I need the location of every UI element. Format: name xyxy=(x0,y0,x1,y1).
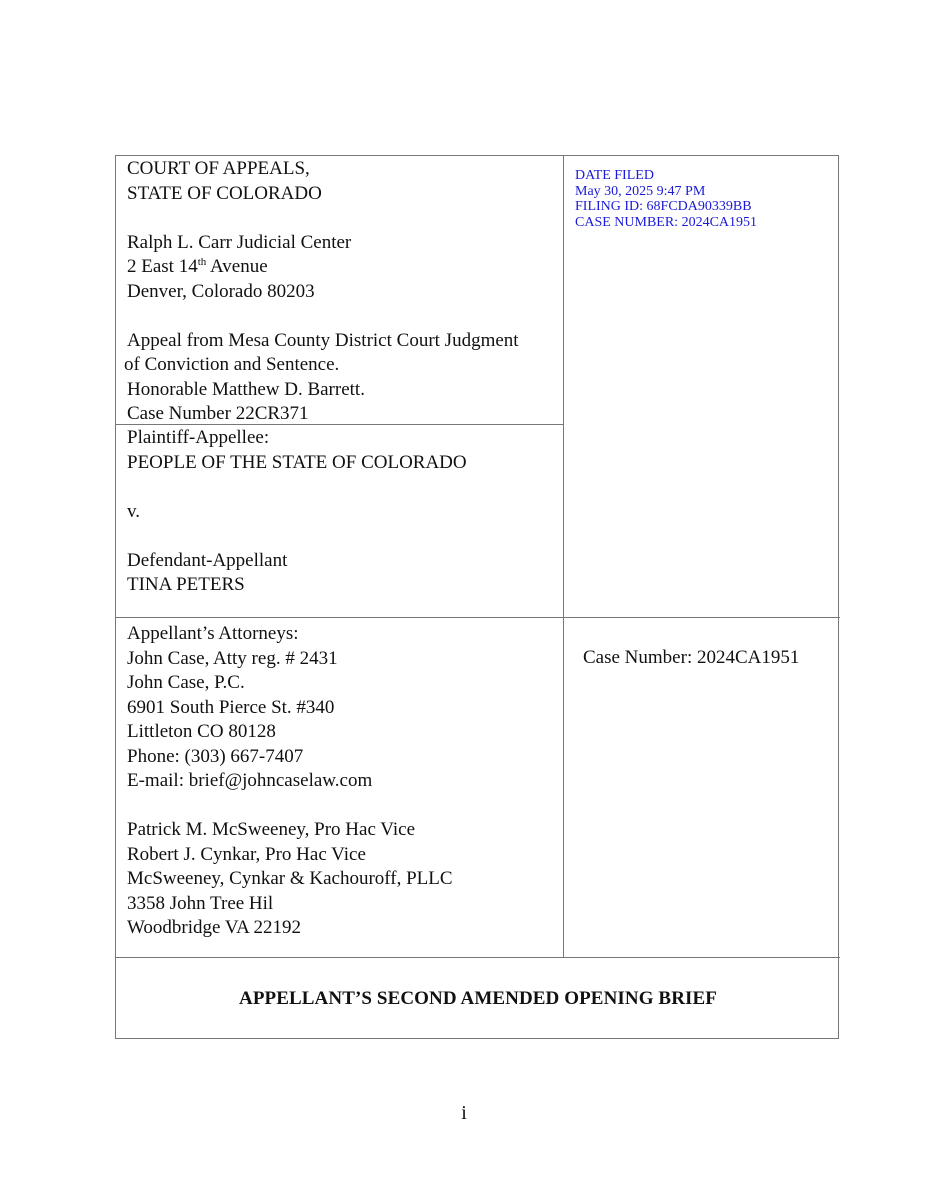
attorney-line: E-mail: brief@johncaselaw.com xyxy=(127,770,373,791)
caption-table xyxy=(115,155,839,1039)
stamp-case-number: CASE NUMBER: 2024CA1951 xyxy=(575,214,758,230)
document-title: APPELLANT’S SECOND AMENDED OPENING BRIEF xyxy=(239,988,717,1009)
court-state: STATE OF COLORADO xyxy=(127,182,322,204)
appeal-line-2: of Conviction and Sentence. xyxy=(124,354,340,375)
attorneys-block xyxy=(127,622,453,941)
attorney-line: John Case, P.C. xyxy=(127,672,245,693)
defendant-name: TINA PETERS xyxy=(127,574,245,595)
column-divider xyxy=(563,156,564,958)
stamp-filing-id: FILING ID: 68FCDA90339BB xyxy=(575,199,752,214)
plaintiff-role: Plaintiff-Appellee: xyxy=(127,427,270,448)
attorney-line: 6901 South Pierce St. #340 xyxy=(127,696,335,718)
stamp-date-label: DATE FILED xyxy=(575,168,654,183)
court-address-building: Ralph L. Carr Judicial Center xyxy=(127,231,352,253)
court-address-city: Denver, Colorado 80203 xyxy=(127,280,315,302)
court-address-street: 2 East 14th Avenue xyxy=(127,256,268,277)
appeal-judge: Honorable Matthew D. Barrett. xyxy=(127,378,365,400)
row-divider-title xyxy=(116,957,840,958)
attorney-line: McSweeney, Cynkar & Kachouroff, PLLC xyxy=(127,868,453,889)
appeal-line-1: Appeal from Mesa County District Court Judgment xyxy=(127,329,519,351)
filing-stamp xyxy=(575,168,757,230)
attorney-line: Robert J. Cynkar, Pro Hac Vice xyxy=(127,843,366,865)
attorney-line: Patrick M. McSweeney, Pro Hac Vice xyxy=(127,819,416,840)
attorney-line: Woodbridge VA 22192 xyxy=(127,917,302,938)
stamp-date: May 30, 2025 9:47 PM xyxy=(575,183,706,199)
attorney-line: Littleton CO 80128 xyxy=(127,721,276,742)
case-number-box: Case Number: 2024CA1951 xyxy=(583,647,800,668)
attorney-line: 3358 John Tree Hil xyxy=(127,892,274,914)
court-name: COURT OF APPEALS, xyxy=(127,158,310,179)
court-block xyxy=(124,157,519,427)
plaintiff-name: PEOPLE OF THE STATE OF COLORADO xyxy=(127,451,467,473)
attorneys-heading: Appellant’s Attorneys: xyxy=(127,623,299,644)
appeal-case-number: Case Number 22CR371 xyxy=(127,403,309,424)
defendant-role: Defendant-Appellant xyxy=(127,549,288,571)
attorney-line: Phone: (303) 667-7407 xyxy=(127,745,304,767)
parties-block xyxy=(127,426,467,598)
versus: v. xyxy=(127,500,141,522)
row-divider-attorneys xyxy=(116,617,840,618)
attorney-line: John Case, Atty reg. # 2431 xyxy=(127,647,338,669)
page-number: i xyxy=(461,1102,467,1124)
